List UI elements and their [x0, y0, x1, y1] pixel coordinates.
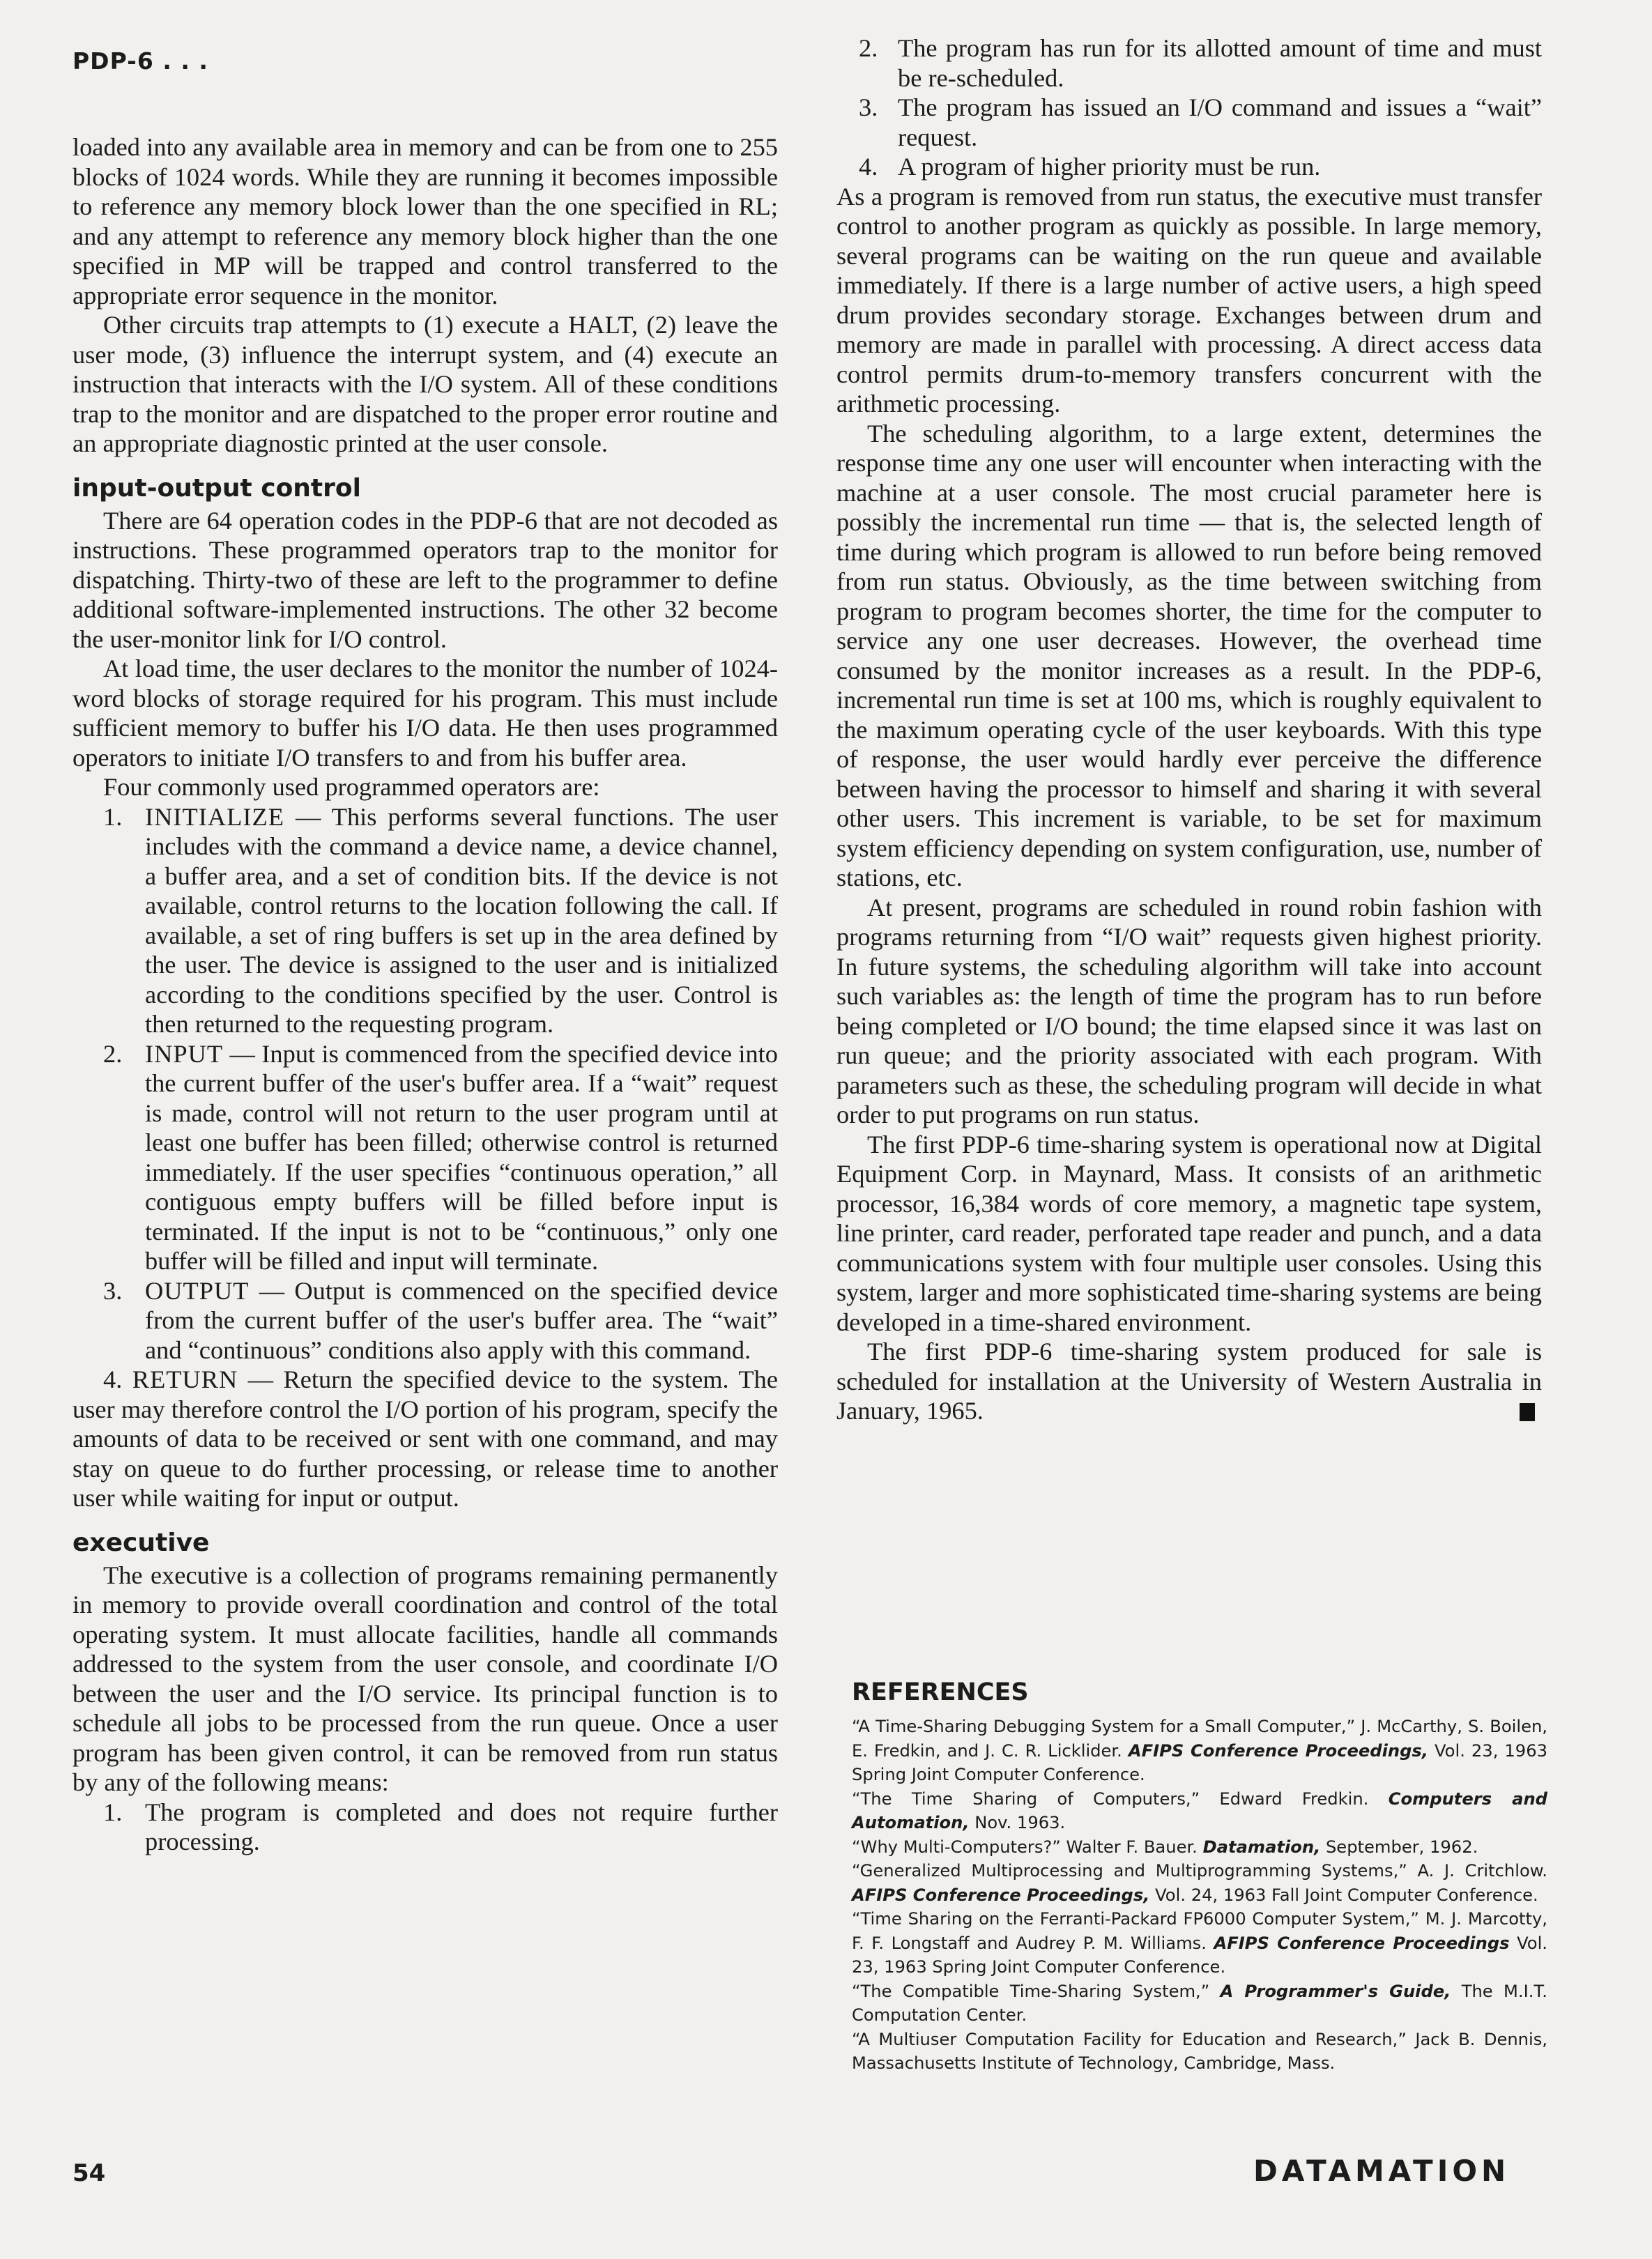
reference-text: “Time Sharing on the Ferranti-Packard FP6000 Computer System,” M. J. Marcotty, F. F. Longstaff and Audrey P. M. Williams. [852, 1909, 1547, 1953]
paragraph: At present, programs are scheduled in round robin fashion with programs returning from “I/O wait” requests given highest priority. In future systems, the scheduling algorithm will take into account such variables as: the length of time the program has to run before being completed or I/O bound; the time elapsed since it was last on run queue; and the priority associated with each program. With parameters such as these, the scheduling program will decide in what order to put programs on run status. [836, 893, 1542, 1128]
item-number: 2. [859, 34, 878, 62]
reference-text: “A Time-Sharing Debugging System for a Small Computer,” J. McCarthy, S. Boilen, E. Fredkin, and J. C. R. Licklider. [852, 1717, 1547, 1761]
reference-source: AFIPS Conference Proceedings, [852, 1885, 1150, 1905]
end-mark-icon [1520, 1403, 1535, 1421]
reference-text: “Why Multi-Computers?” Walter F. Bauer. [852, 1837, 1203, 1857]
item-number: 2. [103, 1039, 123, 1068]
reference-text: The M.I.T. Computation Center. [852, 1981, 1547, 2025]
item-text: — This performs several functions. The user includes with the command a device name, a device channel, a buffer area, and a set of condition bits. If the device is not available, control returns to the location following the call. If available, a set of ring buffers is set up in the area defined by the user. The device is assigned to the user and is initialized according to the conditions specified by the user. Control is then returned to the requesting program. [145, 802, 778, 1038]
item-text: — Output is commenced on the specified device from the current buffer of the user's buffer area. The “wait” and “continuous” conditions also apply with this command. [145, 1276, 778, 1364]
running-head: PDP-6 . . . [72, 47, 208, 75]
reference-text: Nov. 1963. [969, 1813, 1066, 1832]
item-text: — Return the specified device to the system. The user may therefore control the I/O portion of his program, specify the amounts of data to be received or sent with one command, and may stay on queue to do further processing, or release time to another user while waiting for input or output. [72, 1365, 778, 1512]
operator-name: INITIALIZE [145, 802, 284, 831]
references [852, 1678, 1547, 2076]
paragraph: Four commonly used programmed operators are: [103, 773, 600, 801]
list-item [836, 152, 1542, 182]
list-item [72, 1276, 778, 1365]
list-item [72, 802, 778, 1039]
reference-item [852, 1980, 1547, 2028]
paragraph: The scheduling algorithm, to a large extent, determines the response time any one user will encounter when interacting with the machine at a user console. The most crucial parameter here is possibly the incremental run time — that is, the selected length of time during which program is allowed to run before being removed from run status. Obviously, as the time between switching from program to program becomes shorter, the time for the computer to service any one user decreases. However, the overhead time consumed by the monitor increases as a result. In the PDP-6, incremental run time is set at 100 ms, which is roughly equivalent to the maximum operating cycle of the user keyboards. With this type of response, the user would hardly ever perceive the difference between having the processor to himself and sharing it with several other users. This increment is variable, to be set for maximum system efficiency depending on system configuration, use, number of stations, etc. [836, 419, 1542, 891]
reference-source: A Programmer's Guide, [1220, 1981, 1451, 2001]
paragraph [836, 1337, 1542, 1426]
item-number: 1. [103, 1798, 123, 1826]
item-number: 3. [859, 93, 878, 121]
reference-item [852, 1859, 1547, 1907]
reference-source: Datamation, [1202, 1837, 1321, 1857]
magazine-masthead: DATAMATION [1253, 2154, 1510, 2188]
page-number: 54 [72, 2159, 106, 2187]
reference-item [852, 2028, 1547, 2076]
reference-text: September, 1962. [1320, 1837, 1478, 1857]
references-title: REFERENCES [852, 1678, 1029, 1706]
right-column [836, 33, 1542, 1426]
item-text: The program has run for its allotted amount of time and must be re-scheduled. [898, 34, 1542, 92]
reference-text: “The Compatible Time-Sharing System,” [852, 1981, 1221, 2001]
means-list [72, 1798, 778, 1857]
section-heading: executive [72, 1528, 210, 1557]
reference-item [852, 1787, 1547, 1835]
paragraph: There are 64 operation codes in the PDP-6 that are not decoded as instructions. These programmed operators trap to the monitor for dispatching. Thirty-two of these are left to the programmer to define additional software-implemented instructions. The other 32 become the user-monitor link for I/O control. [72, 506, 778, 653]
paragraph: At load time, the user declares to the monitor the number of 1024-word blocks of storage required for his program. This must include sufficient memory to buffer his I/O data. He then uses programmed operators to initiate I/O transfers to and from his buffer area. [72, 654, 778, 772]
paragraph: As a program is removed from run status, the executive must transfer control to another program as quickly as possible. In large memory, several programs can be waiting on the run queue and available immediately. If there is a large number of active users, a high speed drum provides secondary storage. Exchanges between drum and memory are made in parallel with processing. A direct access data control permits drum-to-memory transfers concurrent with the arithmetic processing. [836, 182, 1542, 418]
reference-text: Vol. 23, 1963 Spring Joint Computer Conference. [852, 1933, 1547, 1977]
item-text: — Input is commenced from the specified device into the current buffer of the user's buffer area. If a “wait” request is made, control will not return to the user program until at least one buffer has been filled; otherwise control is returned immediately. If the user specifies “continuous operation,” all contiguous empty buffers will be filled before input is terminated. If the input is not to be “continuous,” only one buffer will be filled and input will terminate. [145, 1039, 778, 1275]
reference-item [852, 1835, 1547, 1860]
left-column [72, 132, 778, 1857]
reference-text: “A Multiuser Computation Facility for Education and Research,” Jack B. Dennis, Massachusetts Institute of Technology, Cambridge, Mass. [852, 2029, 1547, 2073]
section-heading: input-output control [72, 473, 361, 503]
reference-source: AFIPS Conference Proceedings, [1128, 1740, 1428, 1761]
operator-name: RETURN [132, 1365, 238, 1393]
item-number: 4. [859, 153, 878, 181]
paragraph: Other circuits trap attempts to (1) execute a HALT, (2) leave the user mode, (3) influence the interrupt system, and (4) execute an instruction that interacts with the I/O system. All of these conditions trap to the monitor and are dispatched to the proper error routine and an appropriate diagnostic printed at the user console. [72, 311, 778, 457]
reference-item [852, 1907, 1547, 1980]
paragraph: The executive is a collection of programs remaining permanently in memory to provide overall coordination and control of the total operating system. It must allocate facilities, handle all commands addressed to the system from the user console, and coordinate I/O between the user and the I/O service. Its principal function is to schedule all jobs to be processed from the run queue. Once a user program has been given control, it can be removed from run status by any of the following means: [72, 1561, 778, 1796]
paragraph [72, 1365, 778, 1513]
item-text: The program has issued an I/O command and issues a “wait” request. [898, 93, 1542, 151]
list-item [72, 1039, 778, 1276]
item-number: 1. [103, 802, 123, 831]
item-text: The program is completed and does not require further processing. [145, 1798, 778, 1855]
reference-source: AFIPS Conference Proceedings [1214, 1933, 1510, 1953]
paragraph-text: The first PDP-6 time-sharing system produced for sale is scheduled for installation at the University of Western Australia in January, 1965. [836, 1338, 1542, 1425]
paragraph: loaded into any available area in memory and can be from one to 255 blocks of 1024 words. While they are running it becomes impossible to reference any memory block lower than the one specified in RL; and any attempt to reference any memory block higher than the one specified in MP will be trapped and control transferred to the appropriate error sequence in the monitor. [72, 133, 778, 309]
item-text: A program of higher priority must be run. [898, 153, 1321, 181]
reference-text: “Generalized Multiprocessing and Multiprogramming Systems,” A. J. Critchlow. [852, 1861, 1547, 1881]
list-item [836, 33, 1542, 93]
operator-name: OUTPUT [145, 1276, 250, 1305]
operator-name: INPUT [145, 1039, 224, 1068]
list-item [72, 1798, 778, 1857]
means-list [836, 33, 1542, 182]
item-number: 4. [103, 1365, 123, 1393]
reference-text: “The Time Sharing of Computers,” Edward Fredkin. [852, 1789, 1389, 1809]
reference-item [852, 1715, 1547, 1787]
list-item [836, 93, 1542, 152]
item-number: 3. [103, 1276, 123, 1305]
reference-text: Vol. 24, 1963 Fall Joint Computer Conference. [1149, 1885, 1538, 1905]
reference-source: Computers and Automation, [852, 1789, 1547, 1832]
operator-list [72, 802, 778, 1365]
paragraph: The first PDP-6 time-sharing system is operational now at Digital Equipment Corp. in Maynard, Mass. It consists of an arithmetic processor, 16,384 words of core memory, a magnetic tape system, line printer, card reader, perforated tape reader and punch, and a data communications system with four multiple user consoles. Using this system, larger and more sophisticated time-sharing systems are being developed in a time-shared environment. [836, 1130, 1542, 1336]
reference-text: Vol. 23, 1963 Spring Joint Computer Conference. [852, 1740, 1547, 1784]
